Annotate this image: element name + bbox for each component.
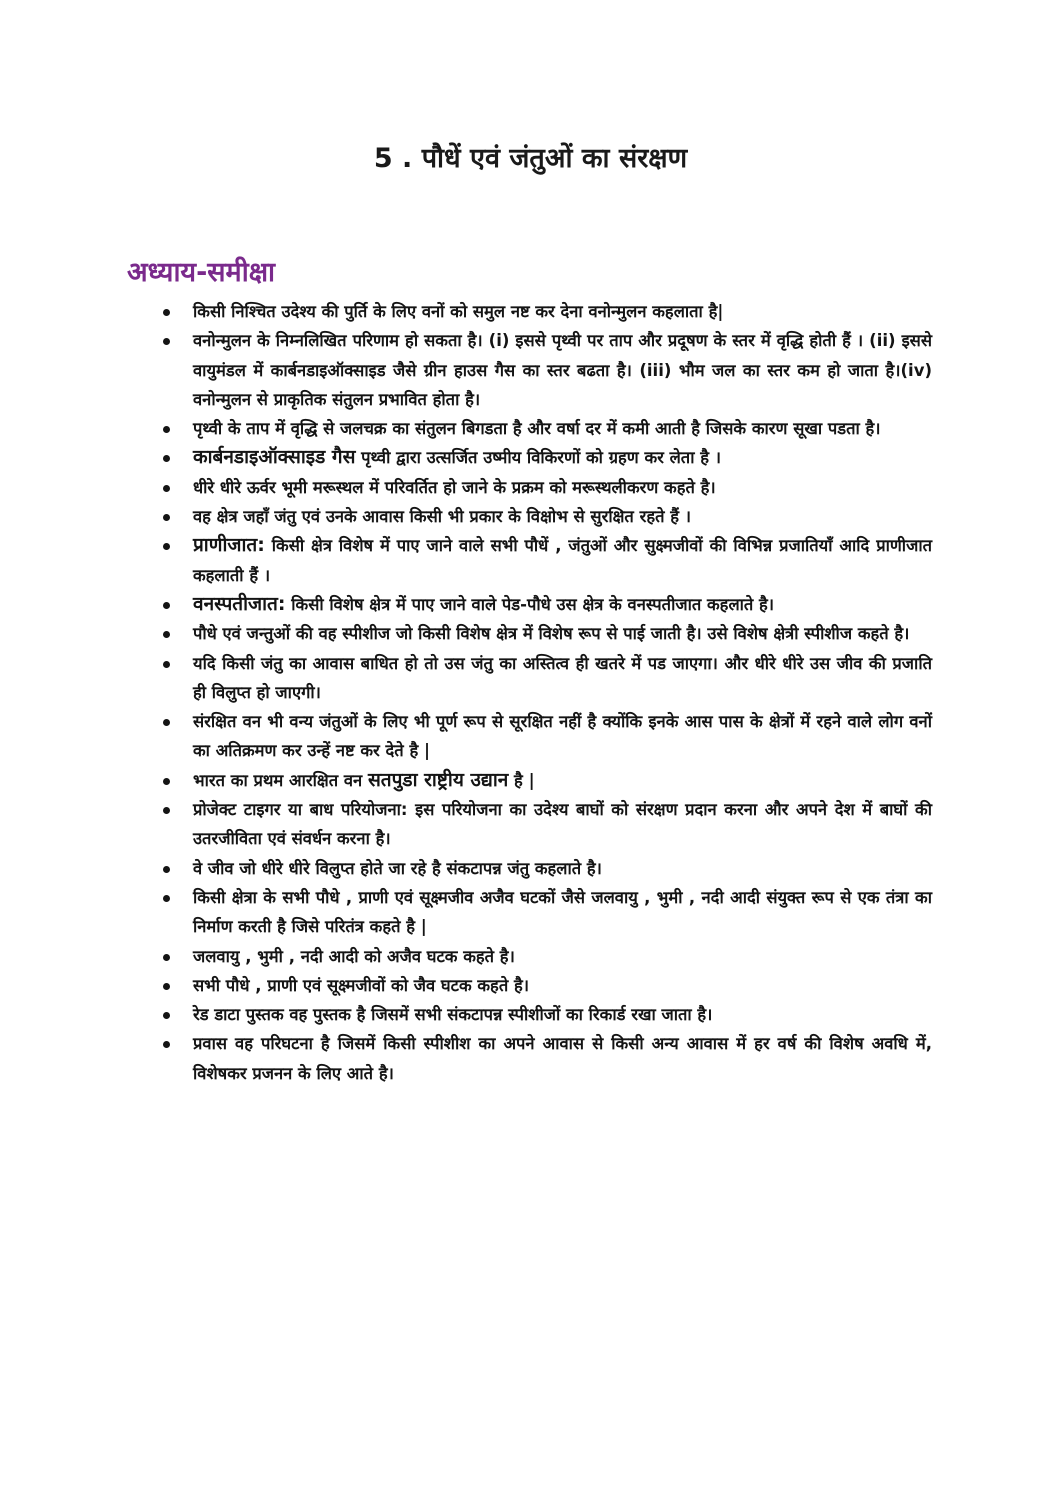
bullet-icon: [163, 309, 170, 316]
review-point: पृथ्वी के ताप में वृद्धि से जलचक्र का संतुलन बिगडता है और वर्षा दर में कमी आती है जिसके कारण सूखा पडता है।: [160, 414, 932, 443]
bullet-icon: [163, 1041, 170, 1048]
review-point: किसी निश्चित उदेश्य की पुर्ति के लिए वनों को समुल नष्ट कर देना वनोन्मुलन कहलाता है|: [160, 297, 932, 326]
review-point: जलवायु , भुमी , नदी आदी को अजैव घटक कहते है।: [160, 942, 932, 971]
national-park-name: सतपुडा राष्ट्रीय उद्यान: [367, 768, 509, 791]
review-point: वनोन्मुलन के निम्नलिखित परिणाम हो सकता है। (i) इससे पृथ्वी पर ताप और प्रदूषण के स्तर में वृद्धि होती हैं । (ii) इससे वायुमंडल में कार्बनडाइऑक्साइड जैसे ग्रीन हाउस गैस का स्तर बढता है। (iii) भौम जल का स्तर कम हो जाता है।(iv) वनोन्मुलन से प्राकृतिक संतुलन प्रभावित होता है।: [160, 326, 932, 414]
bullet-icon: [163, 719, 170, 726]
review-points-list: [160, 297, 932, 1088]
bullet-icon: [163, 631, 170, 638]
review-point: प्रवास वह परिघटना है जिसमें किसी स्पीशीश का अपने आवास से किसी अन्य आवास में हर वर्ष की विशेष अवधि में, विशेषकर प्रजनन के लिए आते है।: [160, 1029, 932, 1088]
bullet-icon: [163, 866, 170, 873]
term-carbon-dioxide: कार्बनडाइऑक्साइड गैस: [193, 446, 356, 469]
review-point: भारत का प्रथम आरक्षित वन सतपुडा राष्ट्रीय उद्यान है |: [160, 766, 932, 795]
section-heading: अध्याय-समीक्षा: [127, 257, 276, 288]
review-point: धीरे धीरे ऊर्वर भूमी मरूस्थल में परिवर्तित हो जाने के प्रक्रम को मरूस्थलीकरण कहते है।: [160, 473, 932, 502]
review-point: प्राणीजात: किसी क्षेत्र विशेष में पाए जाने वाले सभी पौधें , जंतुओं और सुक्ष्मजीवों की विभिन्न प्रजातियाँ आदि प्राणीजात कहलाती हैं ।: [160, 531, 932, 590]
review-point: किसी क्षेत्रा के सभी पौधे , प्राणी एवं सूक्ष्मजीव अजैव घटकों जैसे जलवायु , भुमी , नदी आदी संयुक्त रूप से एक तंत्रा का निर्माण करती है जिसे परितंत्र कहते है |: [160, 883, 932, 942]
bullet-icon: [163, 338, 170, 345]
bullet-icon: [163, 455, 170, 462]
bullet-icon: [163, 543, 170, 550]
review-point: कार्बनडाइऑक्साइड गैस पृथ्वी द्वारा उत्सर्जित उष्मीय विकिरणों को ग्रहण कर लेता है ।: [160, 443, 932, 472]
review-point: संरक्षित वन भी वन्य जंतुओं के लिए भी पूर्ण रूप से सूरक्षित नहीं है क्योंकि इनके आस पास के क्षेत्रों में रहने वाले लोग वनों का अतिक्रमण कर उन्हें नष्ट कर देते है |: [160, 707, 932, 766]
page-title: 5 . पौधें एवं जंतुओं का संरक्षण: [373, 143, 688, 174]
review-point: पौधे एवं जन्तुओं की वह स्पीशीज जो किसी विशेष क्षेत्र में विशेष रूप से पाई जाती है। उसे विशेष क्षेत्री स्पीशीज कहते है।: [160, 619, 932, 648]
bullet-icon: [163, 778, 170, 785]
review-point: सभी पौधे , प्राणी एवं सूक्ष्मजीवों को जैव घटक कहते है।: [160, 971, 932, 1000]
term-fauna: प्राणीजात:: [193, 534, 265, 557]
bullet-icon: [163, 895, 170, 902]
review-point: वह क्षेत्र जहाँ जंतु एवं उनके आवास किसी भी प्रकार के विक्षोभ से सुरक्षित रहते हैं ।: [160, 502, 932, 531]
bullet-icon: [163, 983, 170, 990]
bullet-icon: [163, 954, 170, 961]
bullet-icon: [163, 485, 170, 492]
bullet-icon: [163, 426, 170, 433]
review-point: रेड डाटा पुस्तक वह पुस्तक है जिसमें सभी संकटापन्न स्पीशीजों का रिकार्ड रखा जाता है।: [160, 1000, 932, 1029]
review-point: वनस्पतीजात: किसी विशेष क्षेत्र में पाए जाने वाले पेड-पौधे उस क्षेत्र के वनस्पतीजात कहलाते है।: [160, 590, 932, 619]
bullet-icon: [163, 807, 170, 814]
bullet-icon: [163, 602, 170, 609]
bullet-icon: [163, 514, 170, 521]
bullet-icon: [163, 1012, 170, 1019]
term-flora: वनस्पतीजात:: [193, 592, 286, 615]
bullet-icon: [163, 661, 170, 668]
review-point: यदि किसी जंतु का आवास बाधित हो तो उस जंतु का अस्तित्व ही खतरे में पड जाएगा। और धीरे धीरे उस जीव की प्रजाति ही विलुप्त हो जाएगी।: [160, 649, 932, 708]
review-point: वे जीव जो धीरे धीरे विलुप्त होते जा रहे है संकटापन्न जंतु कहलाते है।: [160, 854, 932, 883]
review-point: प्रोजेक्ट टाइगर या बाध परियोजना: इस परियोजना का उदेश्य बाघों को संरक्षण प्रदान करना और अपने देश में बाघों की उतरजीविता एवं संवर्धन करना है।: [160, 795, 932, 854]
